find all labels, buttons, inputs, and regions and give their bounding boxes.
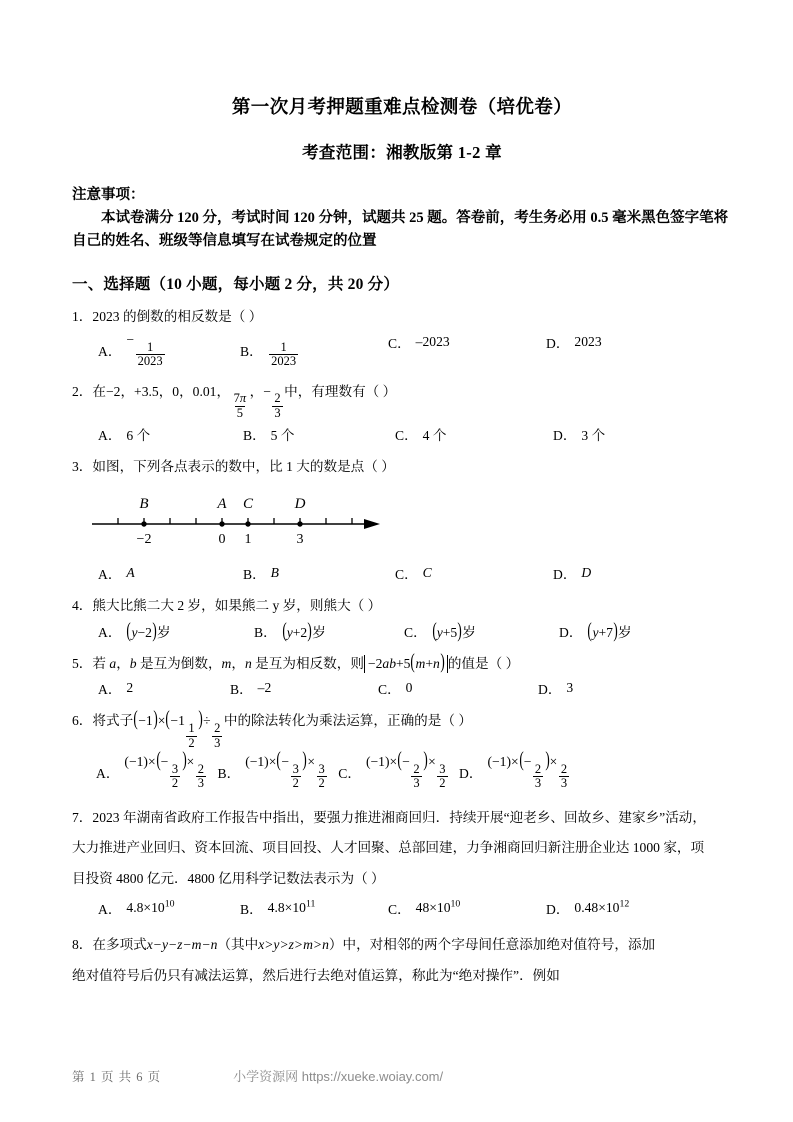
option-5-a-value: 2 <box>126 680 134 696</box>
option-5-c[interactable] <box>378 678 538 698</box>
option-5-d-value: 3 <box>566 680 574 696</box>
section-title-choice: 一、选择题（10 小题，每小题 2 分，共 20 分） <box>72 276 400 294</box>
question-2 <box>72 381 732 445</box>
option-6-b-label: B． <box>217 766 241 782</box>
option-7-b-value: $4.8\times 10^{11}$ <box>267 898 316 916</box>
option-4-a-label: A． <box>98 624 122 640</box>
option-1-a[interactable] <box>98 332 240 369</box>
option-5-c-label: C． <box>378 682 401 698</box>
option-6-d-label: D． <box>459 766 483 782</box>
point-b-dot <box>141 521 146 526</box>
option-3-b-label: B． <box>243 566 266 582</box>
question-2-pre: 在 <box>92 383 106 399</box>
question-5-stem: 5．若 a，b 是互为倒数，m，n 是互为相反数，则 −2ab+5(m+n) 的值是（ ） <box>72 648 520 673</box>
page-number-indicator: 第 1 页 共 6 页 <box>72 1069 162 1084</box>
option-7-d-label: D． <box>546 902 570 918</box>
point-a-value: 0 <box>218 531 226 547</box>
option-1-c[interactable] <box>388 332 546 352</box>
point-a-dot <box>219 521 224 526</box>
question-2-sep: ， <box>249 383 264 399</box>
question-1-options <box>72 332 732 369</box>
option-7-c-value: $48\times 10^{10}$ <box>415 898 461 916</box>
option-6-c-value: (−1)×(− $\frac{2}{3}$ )× $\frac{3}{2}$ <box>365 747 446 791</box>
option-5-d[interactable] <box>538 678 573 698</box>
option-4-c[interactable] <box>404 617 559 642</box>
question-3-text: 如图，下列各点表示的数中，比 1 大的数是点（ ） <box>92 459 395 475</box>
option-2-a[interactable] <box>98 424 243 444</box>
option-7-d-value: $0.48\times 10^{12}$ <box>574 898 630 916</box>
option-4-b-label: B． <box>254 624 277 640</box>
number-line-figure <box>72 488 732 555</box>
option-3-c[interactable] <box>395 563 553 583</box>
question-2-list: −2，+3.5，0，0.01， <box>105 383 231 399</box>
option-2-d[interactable] <box>553 424 605 444</box>
option-3-c-value: C <box>422 564 432 580</box>
question-1-stem <box>72 306 732 328</box>
option-1-b-value: $\frac{1}{2023}$ <box>271 339 297 369</box>
option-1-d[interactable] <box>546 332 602 352</box>
question-8-stem <box>72 930 732 991</box>
option-4-c-value: (y+5)岁 <box>432 617 476 642</box>
question-3 <box>72 456 732 583</box>
option-2-d-label: D． <box>553 428 577 444</box>
question-7-line-1: 2023 年湖南省政府工作报告中指出，要强力推进湘商回归．持续开展“迎老乡、回故乡、建家乡”活动， <box>92 809 706 825</box>
axis-arrow-icon <box>364 519 380 529</box>
option-4-c-label: C． <box>404 624 427 640</box>
question-8-pre: 在多项式 <box>92 937 147 953</box>
option-4-a-value: (y−2)岁 <box>126 617 171 642</box>
question-6-number: 6． <box>72 713 93 729</box>
option-5-a-label: A． <box>98 682 122 698</box>
site-watermark: 小学资源网 https://xueke.woiay.com/ <box>233 1069 444 1084</box>
question-4-options <box>72 617 732 642</box>
option-6-a[interactable] <box>96 747 208 791</box>
option-1-d-label: D． <box>546 336 570 352</box>
option-6-a-value: (−1)×(− $\frac{3}{2}$ )× $\frac{2}{3}$ <box>124 747 205 791</box>
question-7-number: 7． <box>72 809 93 825</box>
option-3-a-value: A <box>126 564 135 580</box>
page-title: 第一次月考押题重难点检测卷（培优卷） <box>231 98 573 118</box>
option-2-a-label: A． <box>98 428 122 444</box>
option-2-b-value: 5 个 <box>270 428 295 444</box>
point-d-dot <box>297 521 302 526</box>
option-7-a-value: $4.8\times 10^{10}$ <box>126 898 175 916</box>
option-6-b[interactable] <box>217 747 329 791</box>
page-footer <box>72 1066 732 1085</box>
question-7-stem <box>72 803 732 895</box>
option-7-b[interactable] <box>240 898 388 918</box>
exam-scope-subtitle: 考查范围：湘教版第 1-2 章 <box>302 143 502 163</box>
notice-body: 本试卷满分 120 分，考试时间 120 分钟，试题共 25 题。答卷前，考生务必用 0.5 毫米黑色签字笔将自己的姓名、班级等信息填写在试卷规定的位置 <box>72 210 729 249</box>
notice-label: 注意事项： <box>72 187 145 204</box>
option-3-a[interactable] <box>98 563 243 583</box>
question-5-options <box>72 678 732 698</box>
question-3-options <box>72 563 732 583</box>
question-1-number: 1． <box>72 309 93 325</box>
question-8-inequality: x>y>z>m>n <box>258 937 329 953</box>
option-1-b-label: B． <box>240 344 263 360</box>
question-3-stem <box>72 456 732 478</box>
number-line-svg <box>86 488 386 550</box>
option-7-a-label: A． <box>98 902 122 918</box>
option-2-c-label: C． <box>395 428 418 444</box>
option-5-a[interactable] <box>98 678 230 698</box>
question-8-polynomial: x−y−z−m−n <box>146 937 218 953</box>
question-7-options <box>72 898 732 918</box>
question-8-number: 8． <box>72 937 93 953</box>
option-2-b-label: B． <box>243 428 266 444</box>
question-2-post: 中，有理数有（ ） <box>284 383 397 399</box>
question-7 <box>72 803 732 919</box>
question-6-options <box>72 747 732 791</box>
option-1-d-value: 2023 <box>574 334 602 350</box>
option-5-b-value: –2 <box>257 680 272 696</box>
option-3-d-label: D． <box>553 566 577 582</box>
option-1-c-value: –2023 <box>415 334 450 350</box>
point-b-value: −2 <box>136 531 152 547</box>
option-4-d-value: (y+7)岁 <box>587 617 632 642</box>
question-1 <box>72 306 732 368</box>
option-3-d-value: D <box>581 564 592 580</box>
option-3-b[interactable] <box>243 563 395 583</box>
question-5 <box>72 648 732 699</box>
question-8 <box>72 930 732 991</box>
option-1-a-value: − $\frac{1}{2023}$ <box>126 332 163 369</box>
option-4-d-label: D． <box>559 624 583 640</box>
question-6-stem: 6．将式子(−1)×(−1 $\frac{1}{2}$ )÷ $\frac{2}{3}$ 中的除法转化为乘法运算，正确的是（ ） <box>72 706 472 750</box>
option-3-b-value: B <box>270 564 279 580</box>
option-7-c-label: C． <box>388 902 411 918</box>
question-5-number: 5． <box>72 655 93 671</box>
option-6-b-value: (−1)×(− $\frac{3}{2}$ )× $\frac{3}{2}$ <box>245 747 325 791</box>
option-2-d-value: 3 个 <box>581 428 606 444</box>
option-7-d[interactable] <box>546 898 629 918</box>
option-6-d-value: (−1)×(− $\frac{2}{3}$ )× $\frac{2}{3}$ <box>487 747 568 791</box>
option-1-a-label: A． <box>98 344 122 360</box>
question-2-frac-2-3: $\frac{2}{3}$ <box>274 391 281 420</box>
option-5-c-value: 0 <box>405 680 413 696</box>
option-7-c[interactable] <box>388 898 546 918</box>
question-4-number: 4． <box>72 597 93 613</box>
point-b-label: B <box>139 495 149 512</box>
page-content <box>72 96 732 997</box>
point-c-label: C <box>242 495 254 512</box>
option-7-a[interactable] <box>98 898 240 918</box>
option-5-b-label: B． <box>230 682 253 698</box>
option-4-b[interactable] <box>254 617 404 642</box>
option-1-c-label: C． <box>388 336 411 352</box>
option-5-d-label: D． <box>538 682 562 698</box>
point-a-label: A <box>217 495 227 512</box>
question-4-text: 熊大比熊二大 2 岁，如果熊二 y 岁，则熊大（ ） <box>92 597 382 613</box>
option-4-b-value: (y+2)岁 <box>282 617 326 642</box>
option-7-b-label: B． <box>240 902 263 918</box>
option-2-c-value: 4 个 <box>422 428 447 444</box>
question-8-post: ）中，对相邻的两个字母间任意添加绝对值符号，添加 <box>328 937 656 953</box>
question-2-stem: 2．在−2，+3.5，0，0.01， $\frac{7\pi}{5}$ ，− $\frac{2}{3}$ 中，有理数有（ ） <box>72 383 397 420</box>
question-6 <box>72 706 732 791</box>
question-8-mid: （其中 <box>217 937 259 953</box>
option-4-a[interactable] <box>98 617 254 642</box>
option-3-c-label: C． <box>395 566 418 582</box>
option-2-b[interactable] <box>243 424 395 444</box>
question-2-number: 2． <box>72 383 93 399</box>
question-7-line-3: 目投资 4800 亿元．4800 亿用科学记数法表示为（ ） <box>72 870 385 886</box>
question-7-line-2: 大力推进产业回归、资本回流、项目回投、人才回聚、总部回建，力争湘商回归新注册企业达 1000 家，项 <box>72 840 705 856</box>
absolute-value-expression: −2ab+5(m+n) <box>364 655 448 674</box>
option-6-d[interactable] <box>459 747 571 791</box>
point-d-value: 3 <box>296 531 304 547</box>
question-2-options <box>72 424 732 444</box>
point-c-dot <box>245 521 250 526</box>
option-6-c-label: C． <box>338 766 361 782</box>
question-8-line-2: 绝对值符号后仍只有减法运算，然后进行去绝对值运算，称此为“绝对操作”．例如 <box>72 967 560 983</box>
option-3-d[interactable] <box>553 563 591 583</box>
question-4 <box>72 595 732 641</box>
question-1-text: 2023 的倒数的相反数是（ ） <box>92 309 263 325</box>
question-3-number: 3． <box>72 459 93 475</box>
question-2-frac-7pi-5: $\frac{7\pi}{5}$ <box>233 391 247 420</box>
option-4-d[interactable] <box>559 617 632 642</box>
option-2-a-value: 6 个 <box>126 428 151 444</box>
option-5-b[interactable] <box>230 678 378 698</box>
option-6-c[interactable] <box>338 747 449 791</box>
option-6-a-label: A． <box>96 766 120 782</box>
option-2-c[interactable] <box>395 424 553 444</box>
point-d-label: D <box>294 495 306 512</box>
question-4-stem <box>72 595 732 617</box>
option-1-b[interactable] <box>240 332 388 369</box>
point-c-value: 1 <box>244 531 252 547</box>
option-3-a-label: A． <box>98 566 122 582</box>
